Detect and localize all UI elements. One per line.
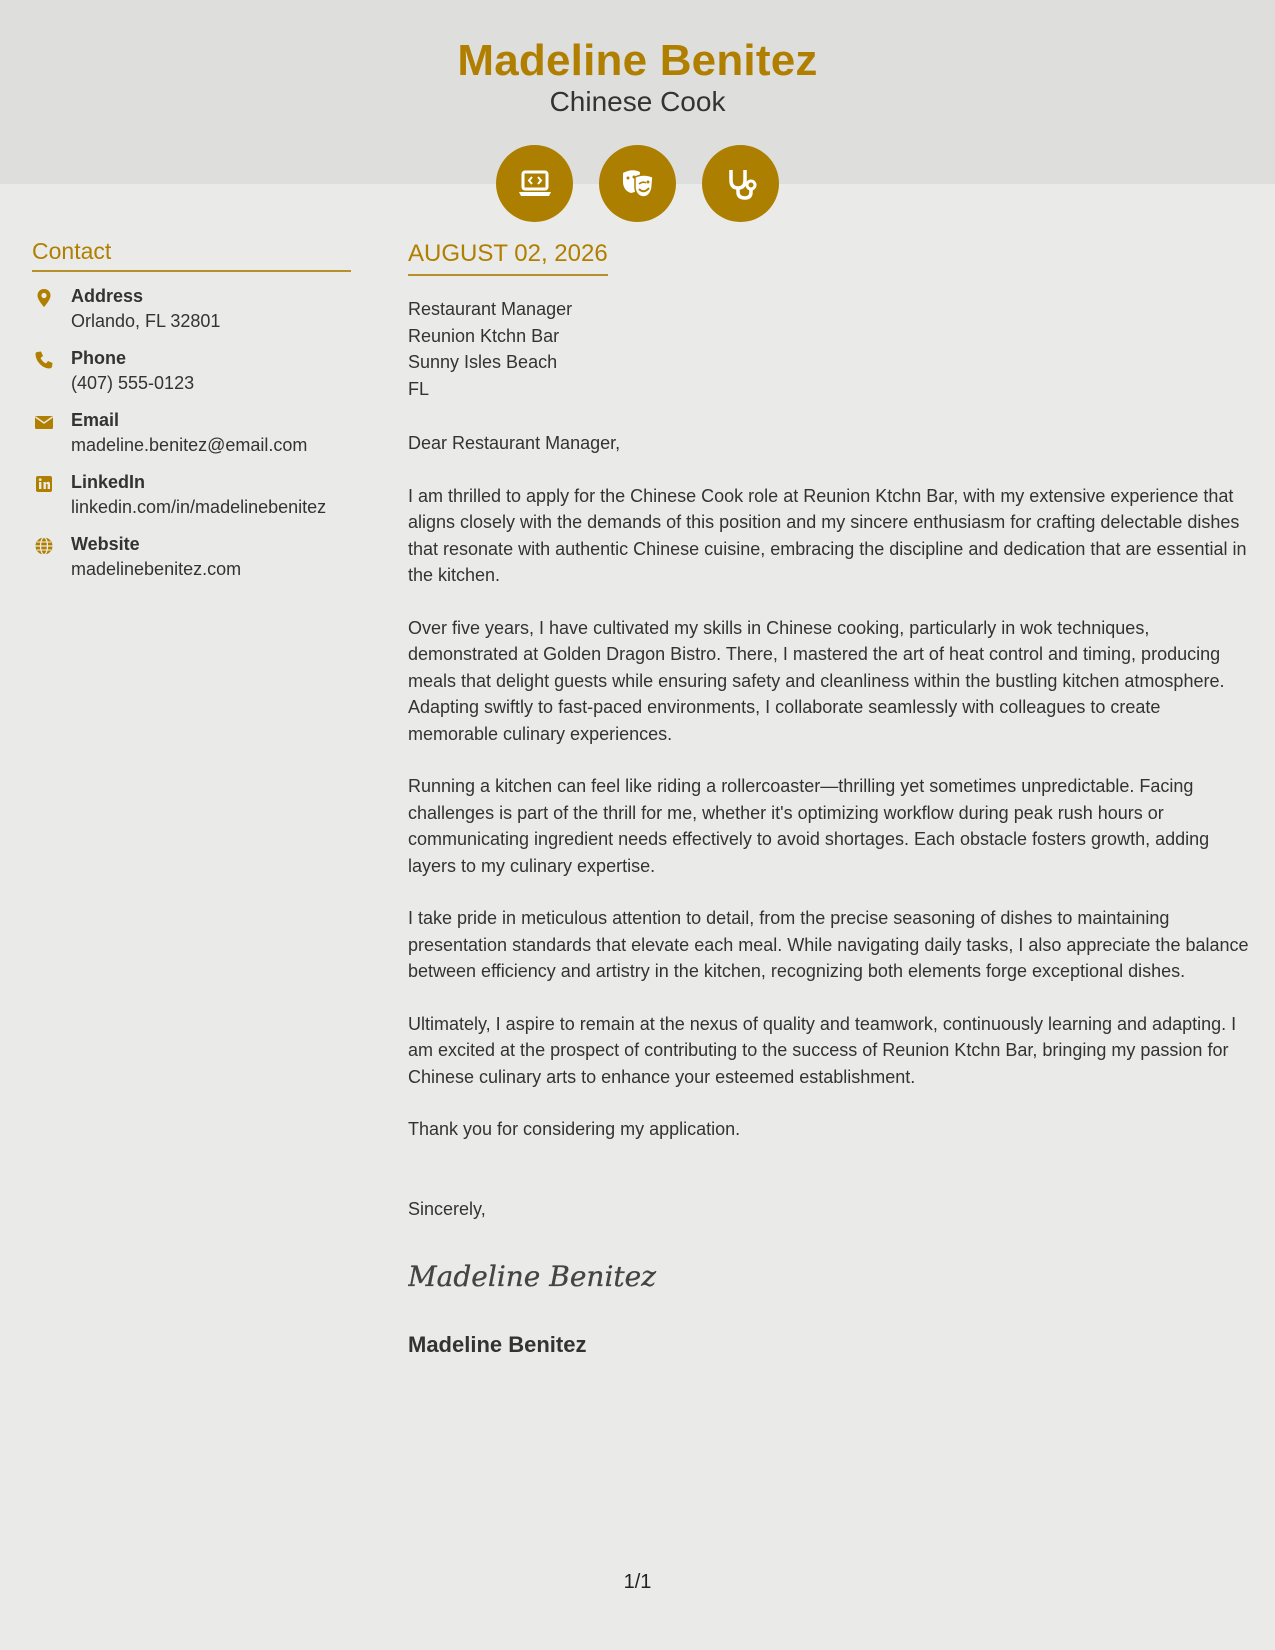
email-value[interactable]: madeline.benitez@email.com (71, 435, 308, 455)
website-value[interactable]: madelinebenitez.com (71, 559, 242, 579)
contact-item-website (32, 532, 351, 581)
theater-masks-icon (599, 145, 676, 222)
signature-image (408, 1256, 1250, 1296)
body-paragraph: Over five years, I have cultivated my skills in Chinese cooking, particularly in wok techniques, demonstrated at Golden Dragon Bistro. There, I mastered the art of heat control and timing, producing meals that delight guests while ensuring safety and cleanliness within the bustling kitchen atmosphere. Adapting swiftly to fast-paced environments, I collaborate seamlessly with colleagues to create memorable culinary experiences. (408, 617, 1225, 744)
contact-item-address (32, 284, 351, 333)
letter-body (408, 240, 1250, 1358)
body-paragraph: Running a kitchen can feel like riding a rollercoaster—thrilling yet sometimes unpredictable. Facing challenges is part of the thrill for me, whether it's optimizing workflow during peak rush hours or communicating ingredient needs effectively to avoid shortages. Each obstacle fosters growth, adding layers to my culinary expertise. (408, 776, 1210, 876)
recipient-line: Restaurant Manager (408, 299, 573, 319)
envelope-icon (34, 412, 54, 432)
linkedin-icon (34, 474, 54, 494)
job-title: Chinese Cook (549, 86, 726, 117)
body-paragraph: I am thrilled to apply for the Chinese Cook role at Reunion Ktchn Bar, with my extensive experience that aligns closely with the demands of this position and my sincere enthusiasm for crafting delectable dishes that resonate with authentic Chinese cuisine, embracing the discipline and dedication that are essential in the kitchen. (408, 485, 1247, 585)
globe-icon (34, 536, 54, 556)
contact-sidebar (32, 238, 351, 594)
phone-value: (407) 555-0123 (71, 373, 195, 393)
thank-you-line: Thank you for considering my application. (408, 1119, 741, 1139)
applicant-name: Madeline Benitez (457, 36, 818, 85)
recipient-line: Sunny Isles Beach (408, 352, 558, 372)
body-paragraph: I take pride in meticulous attention to detail, from the precise seasoning of dishes to maintaining presentation standards that elevate each meal. While navigating daily tasks, I also appreciate the balance between efficiency and artistry in the kitchen, recognizing both elements forge exceptional dishes. (408, 908, 1249, 981)
svg-text:Madeline Benitez: Madeline Benitez (408, 1260, 656, 1293)
map-pin-icon (34, 288, 54, 308)
recipient-line: Reunion Ktchn Bar (408, 325, 560, 346)
contact-item-email (32, 408, 351, 457)
recipient-line: FL (408, 378, 430, 399)
linkedin-value[interactable]: linkedin.com/in/madelinebenitez (71, 497, 327, 517)
contact-label: LinkedIn (71, 472, 146, 492)
contact-label: Address (71, 286, 144, 306)
letter-date: AUGUST 02, 2026 (408, 240, 608, 276)
signed-name: Madeline Benitez (408, 1332, 587, 1357)
contact-item-phone (32, 346, 351, 395)
salutation: Dear Restaurant Manager, (408, 433, 621, 453)
contact-label: Phone (71, 348, 127, 368)
contact-list (32, 284, 351, 581)
recipient-block (408, 296, 1250, 402)
body-paragraph: Ultimately, I aspire to remain at the nexus of quality and teamwork, continuously learning and adapting. I am excited at the prospect of contributing to the success of Reunion Ktchn Bar, bringing my passion for Chinese culinary arts to enhance your esteemed establishment. (408, 1013, 1237, 1087)
contact-label: Email (71, 410, 120, 430)
closing: Sincerely, (408, 1198, 486, 1219)
phone-icon (34, 350, 54, 370)
contact-item-linkedin (32, 470, 351, 519)
laptop-code-icon (496, 145, 573, 222)
stethoscope-icon (702, 145, 779, 222)
address-value: Orlando, FL 32801 (71, 311, 221, 331)
interest-icons (496, 145, 779, 222)
page-number: 1/1 (623, 1571, 652, 1593)
contact-heading: Contact (32, 238, 351, 272)
contact-label: Website (71, 534, 140, 554)
